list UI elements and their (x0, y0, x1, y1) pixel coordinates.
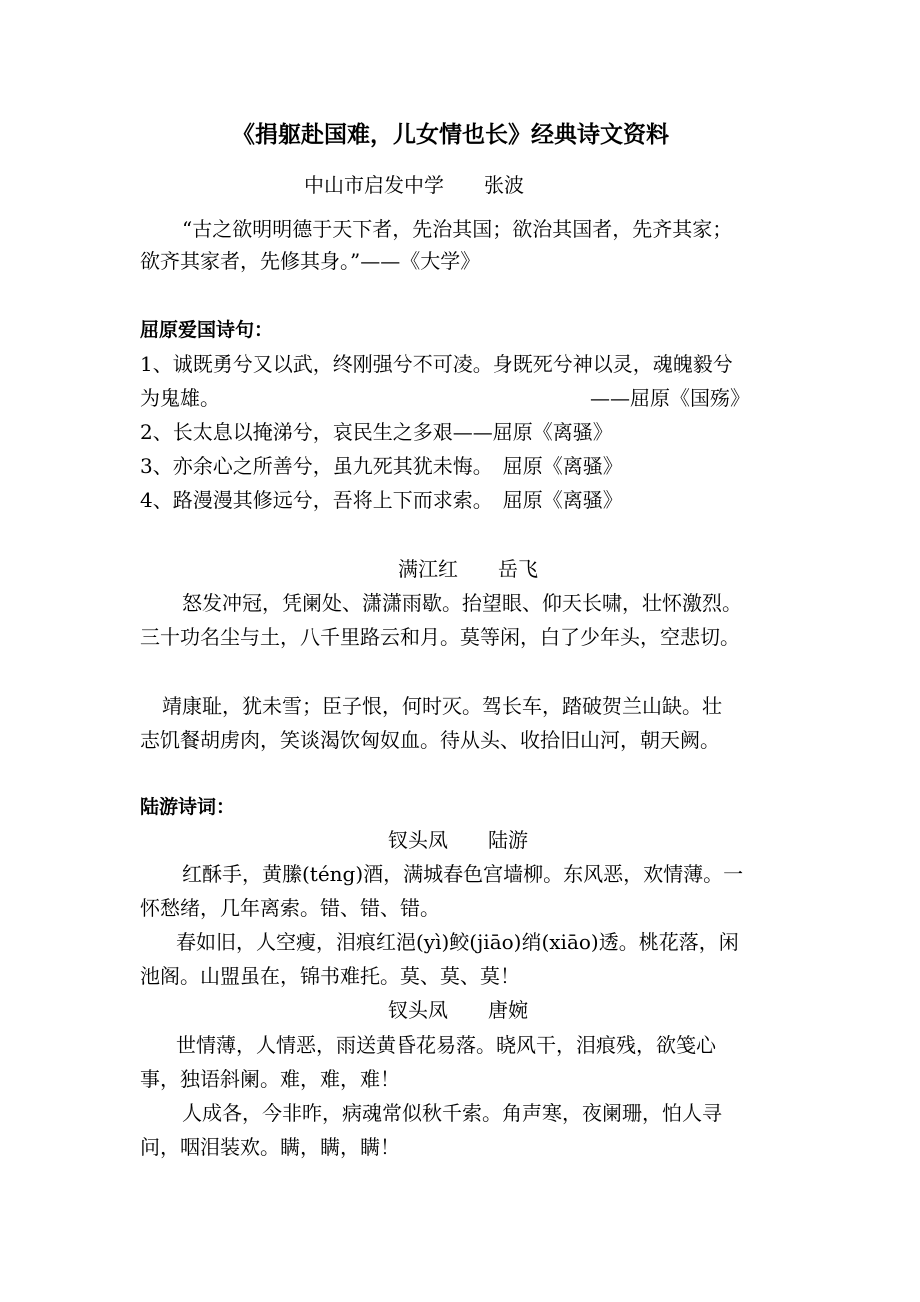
poem-2-p2-line-2: 问，咽泪装欢。瞒，瞒，瞒！ (140, 1135, 400, 1159)
quote-line-1: “古之欲明明德于天下者，先治其国；欲治其国者，先齐其家； (182, 217, 733, 241)
lu-you-heading: 陆游诗词： (140, 796, 236, 818)
poem-1-p2-line-2: 池阁。山盟虽在，锦书难托。莫、莫、莫！ (140, 964, 520, 988)
qu-yuan-heading: 屈原爱国诗句： (140, 319, 274, 341)
poem-1-p1-line-2: 怀愁绪，几年离索。错、错、错。 (140, 896, 440, 920)
document-title: 《捐躯赴国难，儿女情也长》经典诗文资料 (232, 122, 669, 148)
man-jiang-hong-title: 满江红 岳飞 (398, 557, 538, 581)
poem-2-p1-line-1: 世情薄，人情恶，雨送黄昏花易落。晓风干，泪痕残，欲笺心 (176, 1033, 716, 1057)
man-jiang-hong-p2-line-2: 志饥餐胡虏肉，笑谈渴饮匈奴血。待从头、收拾旧山河，朝天阙。 (140, 728, 720, 752)
poem-1-p2-line-1: 春如旧，人空瘦，泪痕红浥(yì)鲛(jiāo)绡(xiāo)透。桃花落，闲 (176, 930, 739, 954)
author-line: 中山市启发中学 张波 (304, 173, 524, 197)
man-jiang-hong-p2-line-1: 靖康耻，犹未雪；臣子恨，何时灭。驾长车，踏破贺兰山缺。壮 (162, 694, 722, 718)
poem-2-p2-line-1: 人成各，今非昨，病魂常似秋千索。角声寒，夜阑珊，怕人寻 (182, 1101, 722, 1125)
quote-line-2: 欲齐其家者，先修其身。”——《大学》 (140, 249, 481, 273)
qu-yuan-item-1-line-1: 1、诚既勇兮又以武，终刚强兮不可凌。身既死兮神以灵，魂魄毅兮 (140, 352, 733, 376)
poem-1-title: 钗头凤 陆游 (388, 828, 528, 852)
poem-2-title: 钗头凤 唐婉 (388, 998, 528, 1022)
qu-yuan-item-4: 4、路漫漫其修远兮，吾将上下而求索。 屈原《离骚》 (140, 488, 623, 512)
qu-yuan-item-3: 3、亦余心之所善兮，虽九死其犹未悔。 屈原《离骚》 (140, 454, 623, 478)
qu-yuan-item-1-line-2: 为鬼雄。 (140, 386, 220, 410)
man-jiang-hong-p1-line-2: 三十功名尘与土，八千里路云和月。莫等闲，白了少年头，空悲切。 (140, 625, 740, 649)
qu-yuan-item-1-source: ——屈原《国殇》 (590, 386, 750, 410)
man-jiang-hong-p1-line-1: 怒发冲冠，凭阑处、潇潇雨歇。抬望眼、仰天长啸，壮怀激烈。 (182, 591, 742, 615)
poem-2-p1-line-2: 事，独语斜阑。难，难，难！ (140, 1067, 400, 1091)
qu-yuan-item-2: 2、长太息以掩涕兮，哀民生之多艰——屈原《离骚》 (140, 420, 613, 444)
poem-1-p1-line-1: 红酥手，黄縢(téng)酒，满城春色宫墙柳。东风恶，欢情薄。一 (182, 862, 744, 886)
